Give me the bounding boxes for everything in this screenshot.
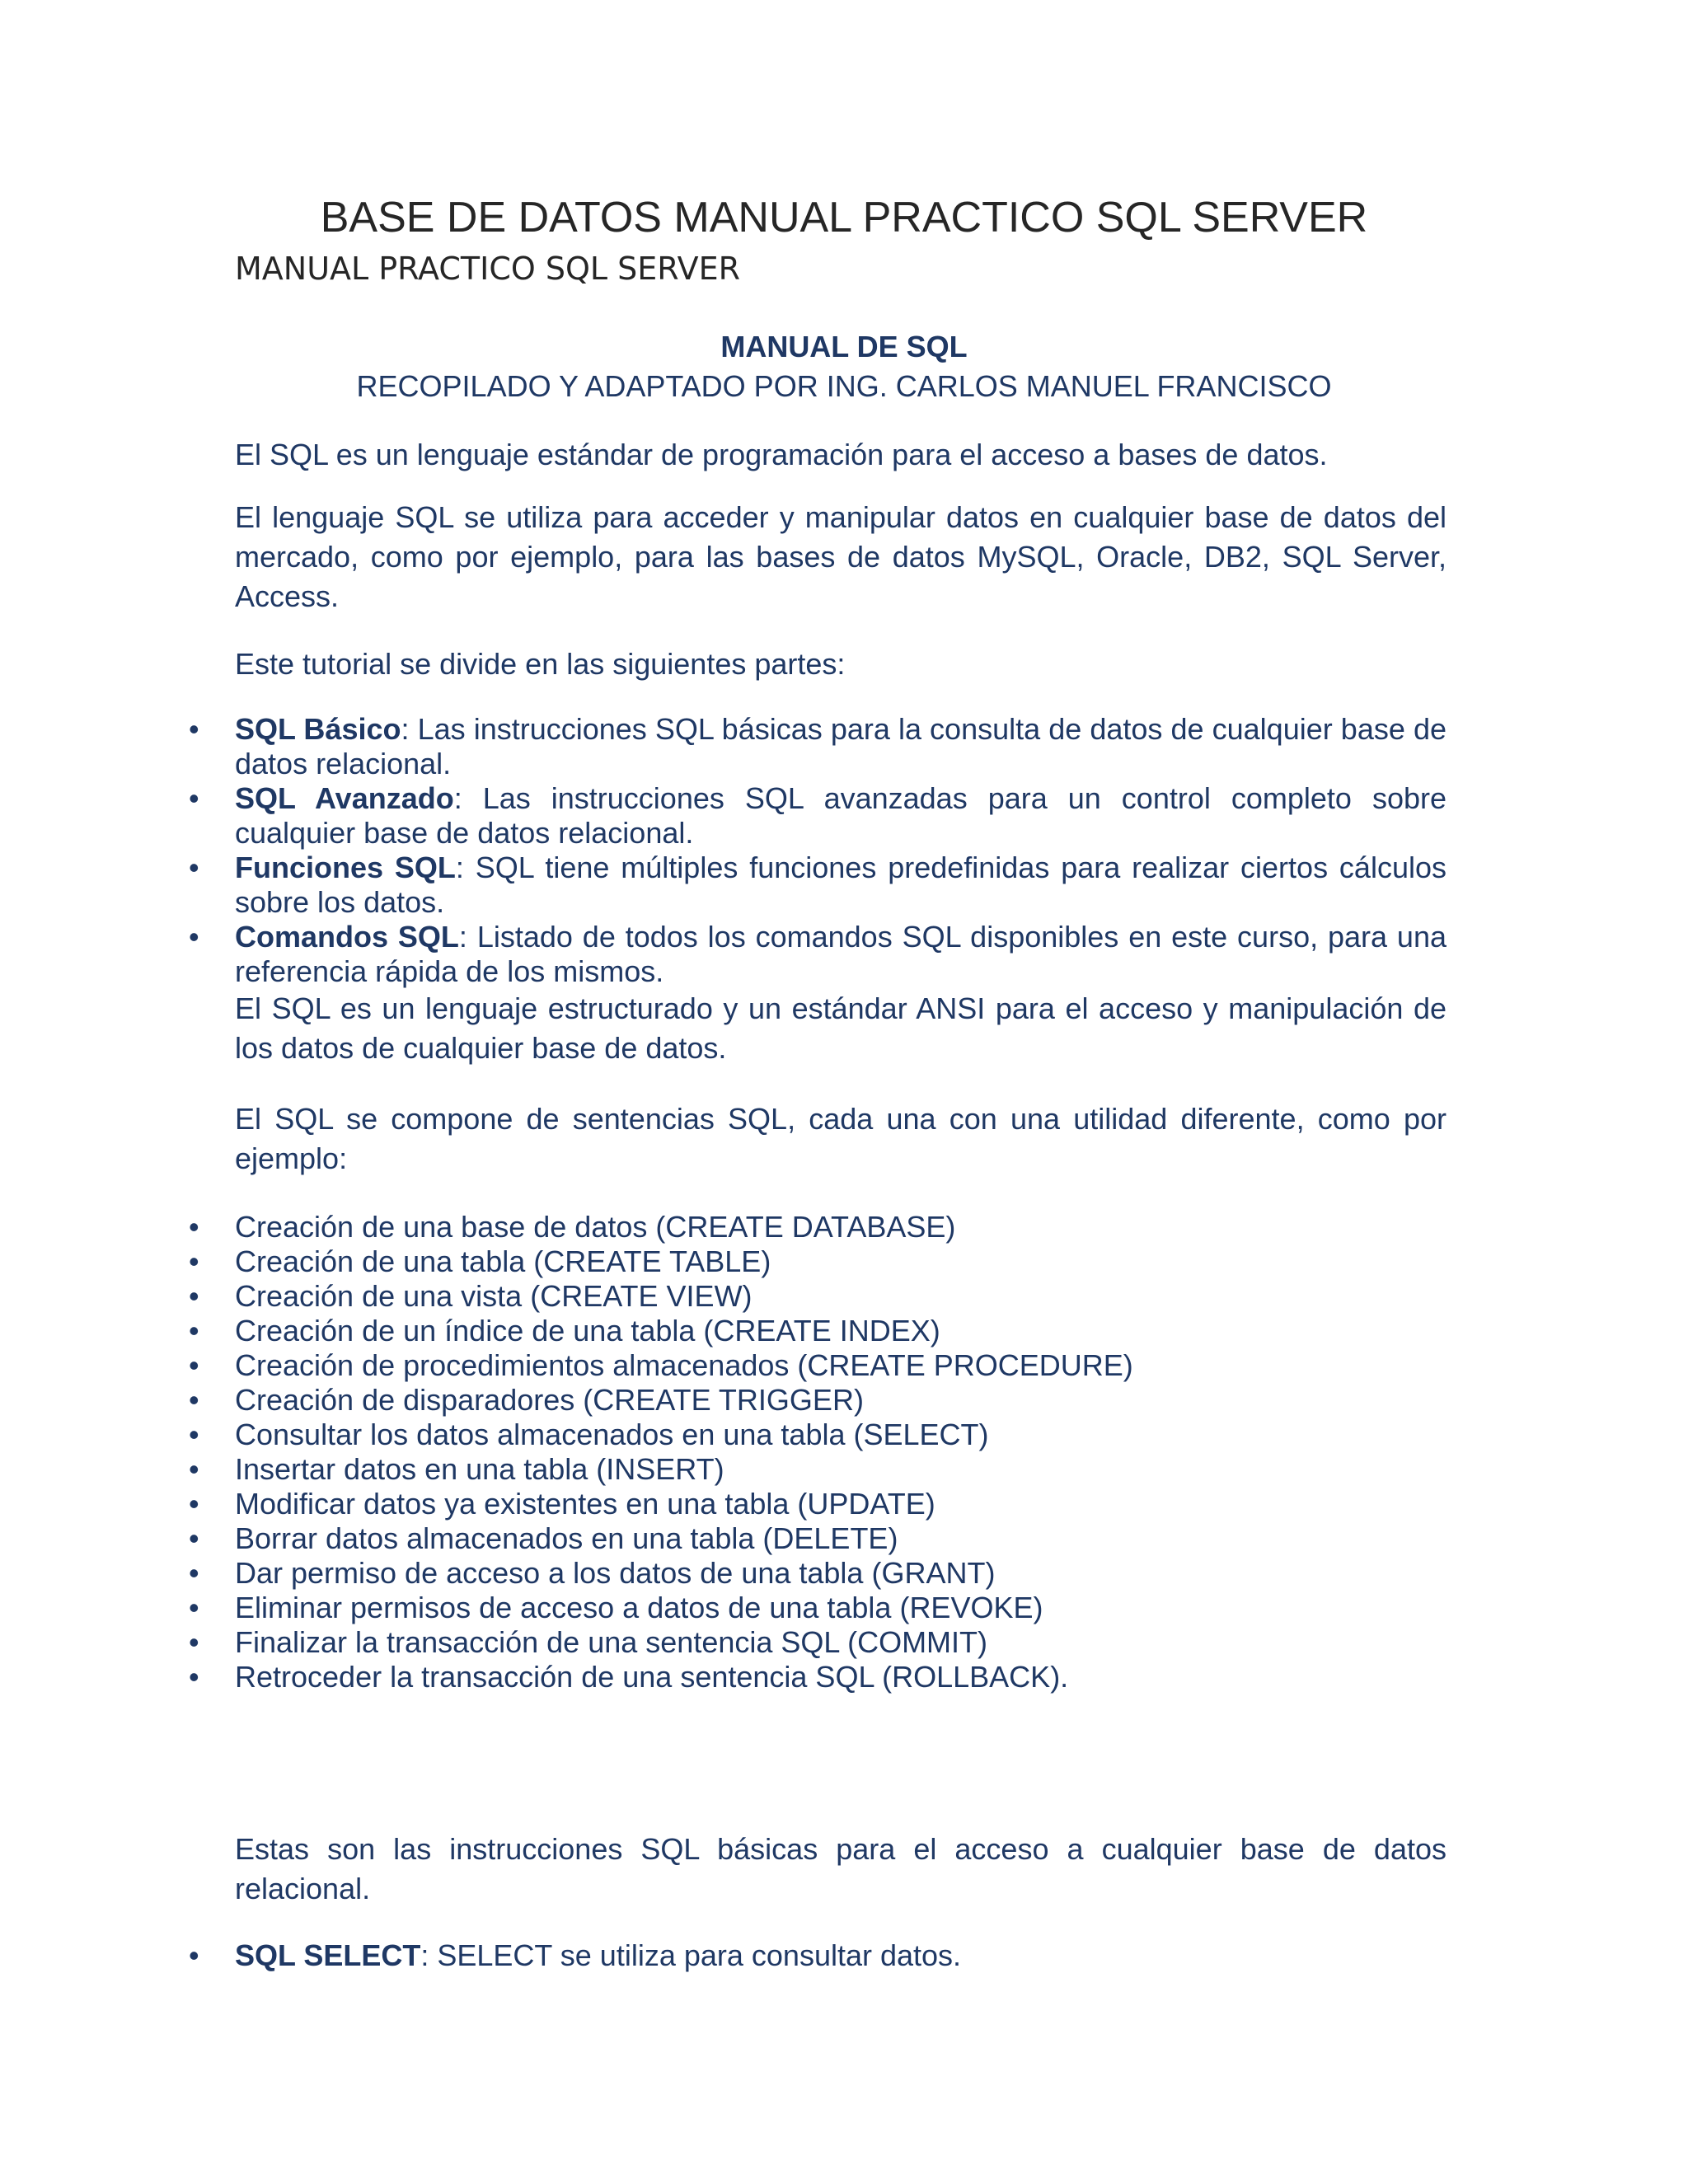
statement-text: Dar permiso de acceso a los datos de una tabla (GRANT) [235,1556,996,1590]
statement-text: Insertar datos en una tabla (INSERT) [235,1452,724,1486]
list-item [189,1279,1447,1314]
parts-continuation: El SQL es un lenguaje estructurado y un estándar ANSI para el acceso y manipulación de los datos de cualquier base de datos. [235,991,1447,1065]
statement-text: Creación de una vista (CREATE VIEW) [235,1279,753,1313]
bullet-icon: • [189,1348,199,1382]
bullet-icon: • [189,1452,199,1486]
list-item [189,1591,1447,1625]
bullet-icon: • [189,1314,199,1347]
statement-text: Creación de una tabla (CREATE TABLE) [235,1244,771,1278]
statement-text: Consultar los datos almacenados en una tabla (SELECT) [235,1418,989,1451]
statement-text: Retroceder la transacción de una sentencia SQL (ROLLBACK). [235,1660,1069,1694]
list-item [189,1418,1447,1452]
list-item [189,1938,1447,1973]
list-item [189,1314,1447,1348]
bullet-icon: • [189,1591,199,1624]
parts-intro-paragraph: Este tutorial se divide en las siguientes partes: [235,647,846,681]
statement-text: Borrar datos almacenados en una tabla (DELETE) [235,1521,898,1555]
basic-description: : SELECT se utiliza para consultar datos. [420,1938,962,1972]
basic-intro-paragraph: Estas son las instrucciones SQL básicas para el acceso a cualquier base de datos relacional. [235,1832,1447,1905]
usage-paragraph: El lenguaje SQL se utiliza para acceder y manipular datos en cualquier base de datos del mercado, como por ejemplo, para las bases de datos MySQL, Oracle, DB2, SQL Server, Access. [235,500,1447,613]
document-title: BASE DE DATOS MANUAL PRACTICO SQL SERVER [320,194,1368,241]
basic-term: SQL SELECT [235,1938,421,1972]
list-item [189,1487,1447,1521]
bullet-icon: • [189,920,199,954]
list-item [189,1556,1447,1591]
parts-list [189,712,1447,1068]
document-subtitle: MANUAL PRACTICO SQL SERVER [235,251,740,287]
list-item [189,1625,1447,1660]
bullet-icon: • [189,1244,199,1278]
statements-intro-paragraph: El SQL se compone de sentencias SQL, cada una con una utilidad diferente, como por ejemplo: [235,1102,1447,1175]
list-item [189,1660,1447,1694]
bullet-icon: • [189,1418,199,1451]
list-item [189,1521,1447,1556]
bullet-icon: • [189,1556,199,1590]
part-description: : Listado de todos los comandos SQL disponibles en este curso, para una referencia rápida de los mismos. [235,920,1447,988]
bullet-icon: • [189,1660,199,1694]
bullet-icon: • [189,1521,199,1555]
bullet-icon: • [189,1938,199,1972]
section-heading: MANUAL DE SQL [720,330,968,363]
list-item [189,1383,1447,1418]
list-item [189,1452,1447,1487]
statements-list [189,1210,1447,1694]
intro-paragraph: El SQL es un lenguaje estándar de programación para el acceso a bases de datos. [235,438,1328,471]
part-description: : Las instrucciones SQL básicas para la consulta de datos de cualquier base de datos relacional. [235,712,1447,780]
statement-text: Eliminar permisos de acceso a datos de una tabla (REVOKE) [235,1591,1043,1624]
list-item [189,712,1447,781]
part-description: : SQL tiene múltiples funciones predefinidas para realizar ciertos cálculos sobre los datos. [235,851,1447,919]
statement-text: Finalizar la transacción de una sentencia SQL (COMMIT) [235,1625,988,1659]
statement-text: Creación de procedimientos almacenados (CREATE PROCEDURE) [235,1348,1133,1382]
part-term: Comandos SQL [235,920,459,954]
statement-text: Creación de una base de datos (CREATE DATABASE) [235,1210,956,1244]
basic-list [189,1938,1447,1973]
bullet-icon: • [189,1625,199,1659]
list-item [189,781,1447,851]
list-item [189,851,1447,920]
list-item [189,1348,1447,1383]
statement-text: Creación de disparadores (CREATE TRIGGER) [235,1383,864,1417]
part-description: : Las instrucciones SQL avanzadas para un control completo sobre cualquier base de datos relacional. [235,781,1447,850]
list-item [189,1210,1447,1244]
list-item [189,920,1447,1068]
part-term: Funciones SQL [235,851,456,884]
part-term: SQL Avanzado [235,781,454,815]
bullet-icon: • [189,1383,199,1417]
bullet-icon: • [189,712,199,746]
bullet-icon: • [189,1279,199,1313]
author-line: RECOPILADO Y ADAPTADO POR ING. CARLOS MANUEL FRANCISCO [356,369,1332,403]
bullet-icon: • [189,781,199,815]
part-term: SQL Básico [235,712,401,746]
bullet-icon: • [189,851,199,884]
list-item [189,1244,1447,1279]
statement-text: Modificar datos ya existentes en una tabla (UPDATE) [235,1487,935,1521]
statement-text: Creación de un índice de una tabla (CREATE INDEX) [235,1314,940,1347]
bullet-icon: • [189,1210,199,1244]
bullet-icon: • [189,1487,199,1521]
